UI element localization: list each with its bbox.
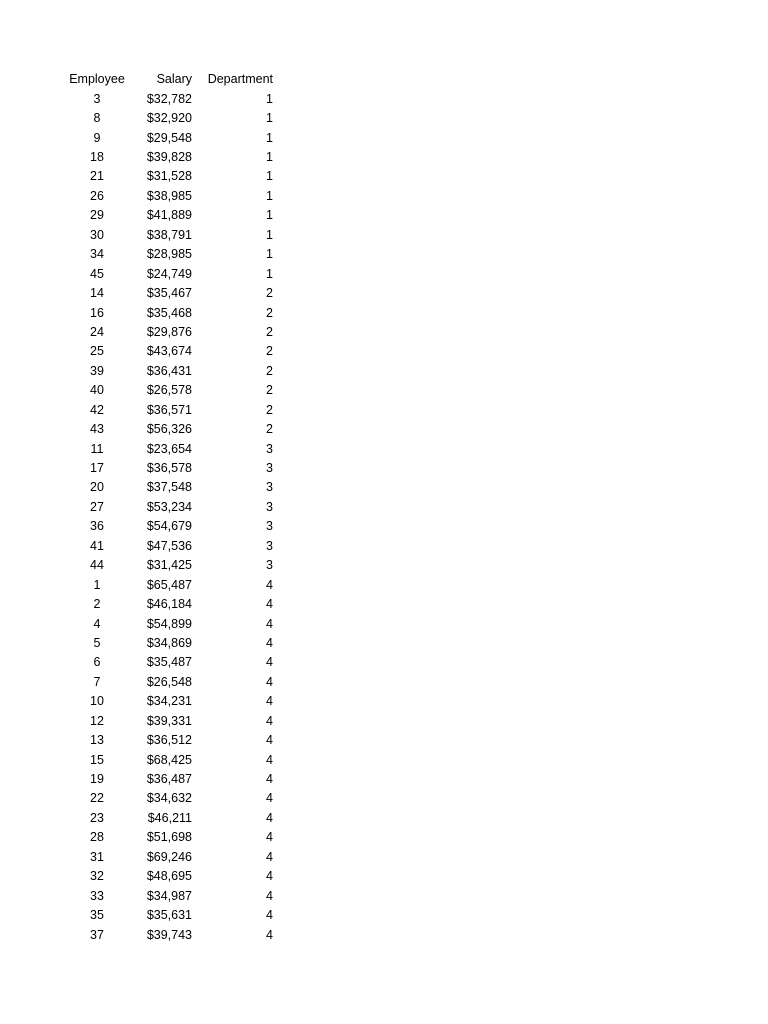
employee-cell: 35 bbox=[90, 908, 104, 923]
salary-cell: $54,899 bbox=[146, 616, 192, 631]
department-cell: 4 bbox=[266, 791, 273, 806]
employee-cell: 40 bbox=[90, 383, 104, 398]
employee-cell: 20 bbox=[90, 480, 104, 495]
table-row bbox=[65, 692, 277, 711]
employee-cell: 41 bbox=[90, 538, 104, 553]
department-cell: 4 bbox=[266, 849, 273, 864]
table-row bbox=[65, 672, 277, 691]
salary-cell: $35,631 bbox=[146, 908, 192, 923]
department-cell: 4 bbox=[266, 772, 273, 787]
header-row bbox=[65, 69, 277, 89]
table-row bbox=[65, 283, 277, 302]
department-cell: 4 bbox=[266, 616, 273, 631]
salary-cell: $34,987 bbox=[146, 888, 192, 903]
salary-cell: $28,985 bbox=[146, 247, 192, 262]
department-cell: 4 bbox=[266, 869, 273, 884]
table-row bbox=[65, 264, 277, 283]
employee-cell: 39 bbox=[90, 363, 104, 378]
table-row bbox=[65, 245, 277, 264]
table-row bbox=[65, 730, 277, 749]
department-cell: 4 bbox=[266, 927, 273, 942]
table-row bbox=[65, 808, 277, 827]
table-row bbox=[65, 750, 277, 769]
department-cell: 1 bbox=[266, 266, 273, 281]
salary-cell: $36,512 bbox=[146, 733, 192, 748]
table-row bbox=[65, 614, 277, 633]
table-row bbox=[65, 167, 277, 186]
employee-column-header: Employee bbox=[69, 72, 125, 86]
table-row bbox=[65, 303, 277, 322]
salary-cell: $47,536 bbox=[146, 538, 192, 553]
salary-cell: $34,632 bbox=[146, 791, 192, 806]
department-cell: 4 bbox=[266, 674, 273, 689]
salary-cell: $36,487 bbox=[146, 772, 192, 787]
department-cell: 4 bbox=[266, 577, 273, 592]
employee-cell: 12 bbox=[90, 713, 104, 728]
employee-cell: 13 bbox=[90, 733, 104, 748]
department-cell: 3 bbox=[266, 558, 273, 573]
table-row bbox=[65, 789, 277, 808]
department-cell: 1 bbox=[266, 130, 273, 145]
employee-cell: 6 bbox=[93, 655, 101, 670]
salary-cell: $39,828 bbox=[146, 150, 192, 165]
table-row bbox=[65, 458, 277, 477]
department-cell: 4 bbox=[266, 713, 273, 728]
salary-cell: $56,326 bbox=[146, 422, 192, 437]
employee-cell: 21 bbox=[90, 169, 104, 184]
department-cell: 2 bbox=[266, 422, 273, 437]
salary-cell: $51,698 bbox=[146, 830, 192, 845]
salary-cell: $32,782 bbox=[146, 91, 192, 106]
employee-cell: 19 bbox=[90, 772, 104, 787]
table-row bbox=[65, 478, 277, 497]
department-cell: 4 bbox=[266, 655, 273, 670]
salary-cell: $32,920 bbox=[146, 111, 192, 126]
table-row bbox=[65, 653, 277, 672]
table-row bbox=[65, 322, 277, 341]
department-cell: 4 bbox=[266, 733, 273, 748]
salary-cell: $39,743 bbox=[146, 927, 192, 942]
department-cell: 4 bbox=[266, 888, 273, 903]
department-cell: 2 bbox=[266, 305, 273, 320]
department-cell: 4 bbox=[266, 752, 273, 767]
employee-cell: 23 bbox=[90, 810, 104, 825]
table-row bbox=[65, 225, 277, 244]
salary-cell: $31,528 bbox=[146, 169, 192, 184]
employee-cell: 14 bbox=[90, 286, 104, 301]
department-cell: 4 bbox=[266, 830, 273, 845]
salary-cell: $35,467 bbox=[146, 286, 192, 301]
employee-cell: 11 bbox=[90, 441, 104, 456]
table-row bbox=[65, 381, 277, 400]
department-cell: 3 bbox=[266, 480, 273, 495]
department-cell: 3 bbox=[266, 538, 273, 553]
employee-cell: 32 bbox=[90, 869, 104, 884]
salary-cell: $34,869 bbox=[146, 635, 192, 650]
employee-cell: 44 bbox=[90, 558, 104, 573]
table-row bbox=[65, 711, 277, 730]
salary-cell: $53,234 bbox=[146, 499, 192, 514]
department-cell: 4 bbox=[266, 597, 273, 612]
employee-cell: 37 bbox=[90, 927, 104, 942]
salary-cell: $41,889 bbox=[146, 208, 192, 223]
table-row bbox=[65, 828, 277, 847]
salary-cell: $35,487 bbox=[146, 655, 192, 670]
department-cell: 2 bbox=[266, 286, 273, 301]
salary-cell: $38,791 bbox=[146, 227, 192, 242]
salary-cell: $36,571 bbox=[146, 402, 192, 417]
salary-cell: $39,331 bbox=[146, 713, 192, 728]
department-cell: 2 bbox=[266, 344, 273, 359]
employee-cell: 30 bbox=[90, 227, 104, 242]
department-cell: 3 bbox=[266, 519, 273, 534]
table-row bbox=[65, 89, 277, 108]
table-row bbox=[65, 769, 277, 788]
table-row bbox=[65, 536, 277, 555]
employee-cell: 31 bbox=[90, 849, 104, 864]
salary-cell: $46,211 bbox=[147, 810, 192, 825]
department-cell: 1 bbox=[266, 247, 273, 262]
employee-cell: 45 bbox=[90, 266, 104, 281]
employee-cell: 28 bbox=[90, 830, 104, 845]
salary-cell: $69,246 bbox=[146, 849, 192, 864]
department-column-header: Department bbox=[207, 72, 273, 86]
department-cell: 1 bbox=[266, 208, 273, 223]
table-row bbox=[65, 206, 277, 225]
employee-cell: 16 bbox=[90, 305, 104, 320]
table-row bbox=[65, 556, 277, 575]
department-cell: 1 bbox=[266, 111, 273, 126]
salary-cell: $31,425 bbox=[146, 558, 192, 573]
department-cell: 4 bbox=[266, 635, 273, 650]
table-row bbox=[65, 497, 277, 516]
salary-cell: $35,468 bbox=[146, 305, 192, 320]
table-row bbox=[65, 594, 277, 613]
table-row bbox=[65, 147, 277, 166]
department-cell: 1 bbox=[266, 188, 273, 203]
salary-cell: $36,578 bbox=[146, 461, 192, 476]
salary-cell: $29,548 bbox=[146, 130, 192, 145]
employee-cell: 34 bbox=[90, 247, 104, 262]
employee-cell: 17 bbox=[90, 461, 104, 476]
table-row bbox=[65, 400, 277, 419]
employee-cell: 25 bbox=[90, 344, 104, 359]
department-cell: 4 bbox=[266, 908, 273, 923]
table-row bbox=[65, 575, 277, 594]
table-row bbox=[65, 886, 277, 905]
table-row bbox=[65, 419, 277, 438]
department-cell: 3 bbox=[266, 499, 273, 514]
salary-cell: $29,876 bbox=[146, 324, 192, 339]
employee-cell: 26 bbox=[90, 188, 104, 203]
employee-cell: 3 bbox=[93, 91, 101, 106]
salary-column-header: Salary bbox=[156, 72, 192, 86]
salary-cell: $54,679 bbox=[146, 519, 192, 534]
employee-cell: 33 bbox=[90, 888, 104, 903]
employee-cell: 7 bbox=[93, 674, 101, 689]
salary-cell: $38,985 bbox=[146, 188, 192, 203]
department-cell: 4 bbox=[266, 694, 273, 709]
salary-cell: $37,548 bbox=[146, 480, 192, 495]
salary-cell: $43,674 bbox=[146, 344, 192, 359]
table-row bbox=[65, 905, 277, 924]
spreadsheet-table bbox=[65, 69, 277, 944]
salary-cell: $68,425 bbox=[146, 752, 192, 767]
salary-cell: $34,231 bbox=[146, 694, 192, 709]
table-row bbox=[65, 867, 277, 886]
table-row bbox=[65, 439, 277, 458]
department-cell: 1 bbox=[266, 227, 273, 242]
employee-cell: 22 bbox=[90, 791, 104, 806]
salary-cell: $26,578 bbox=[146, 383, 192, 398]
employee-cell: 9 bbox=[93, 130, 101, 145]
table-row bbox=[65, 128, 277, 147]
table-row bbox=[65, 186, 277, 205]
employee-cell: 8 bbox=[93, 111, 101, 126]
employee-cell: 24 bbox=[90, 324, 104, 339]
salary-cell: $24,749 bbox=[146, 266, 192, 281]
employee-cell: 15 bbox=[90, 752, 104, 767]
table-row bbox=[65, 633, 277, 652]
department-cell: 3 bbox=[266, 461, 273, 476]
department-cell: 1 bbox=[266, 169, 273, 184]
employee-cell: 2 bbox=[93, 597, 101, 612]
employee-cell: 10 bbox=[90, 694, 104, 709]
salary-cell: $23,654 bbox=[146, 441, 192, 456]
employee-cell: 43 bbox=[90, 422, 104, 437]
department-cell: 1 bbox=[266, 91, 273, 106]
department-cell: 3 bbox=[266, 441, 273, 456]
employee-cell: 18 bbox=[90, 150, 104, 165]
salary-cell: $26,548 bbox=[146, 674, 192, 689]
department-cell: 2 bbox=[266, 383, 273, 398]
table-body bbox=[65, 89, 277, 944]
department-cell: 2 bbox=[266, 363, 273, 378]
table-row bbox=[65, 925, 277, 944]
department-cell: 4 bbox=[266, 810, 273, 825]
employee-cell: 27 bbox=[90, 499, 104, 514]
table-row bbox=[65, 342, 277, 361]
salary-cell: $46,184 bbox=[146, 597, 192, 612]
employee-cell: 4 bbox=[93, 616, 101, 631]
employee-cell: 29 bbox=[90, 208, 104, 223]
table-row bbox=[65, 847, 277, 866]
department-cell: 1 bbox=[266, 150, 273, 165]
salary-cell: $48,695 bbox=[146, 869, 192, 884]
department-cell: 2 bbox=[266, 402, 273, 417]
employee-cell: 42 bbox=[90, 402, 104, 417]
table-row bbox=[65, 361, 277, 380]
salary-cell: $65,487 bbox=[146, 577, 192, 592]
employee-cell: 5 bbox=[93, 635, 101, 650]
employee-cell: 36 bbox=[90, 519, 104, 534]
table-row bbox=[65, 517, 277, 536]
table-row bbox=[65, 108, 277, 127]
employee-cell: 1 bbox=[93, 577, 101, 592]
salary-cell: $36,431 bbox=[146, 363, 192, 378]
department-cell: 2 bbox=[266, 324, 273, 339]
